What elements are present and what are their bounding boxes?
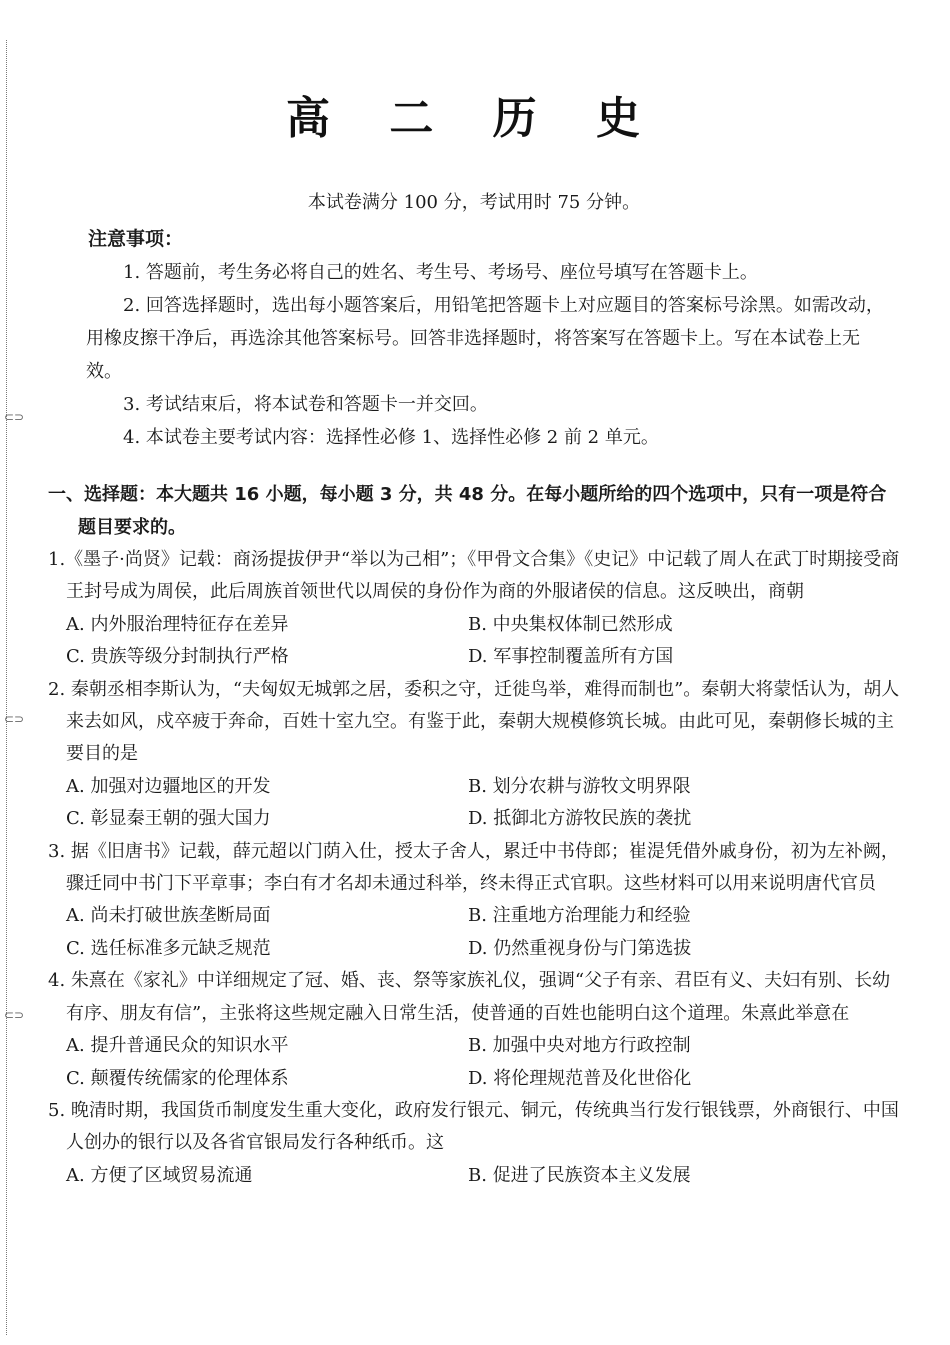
options bbox=[48, 609, 900, 674]
option-b: B. 促进了民族资本主义发展 bbox=[468, 1164, 691, 1186]
question-1 bbox=[48, 544, 900, 674]
option-c: C. 选任标准多元缺乏规范 bbox=[66, 937, 271, 959]
question-4 bbox=[48, 965, 900, 1095]
exam-intro: 本试卷满分 100 分，考试用时 75 分钟。 bbox=[307, 192, 641, 213]
exam-title: 高 二 历 史 bbox=[286, 93, 662, 144]
question-stem: 2. 秦朝丞相李斯认为，“夫匈奴无城郭之居，委积之守，迁徙鸟举，难得而制也”。秦朝大将蒙恬认为，胡人来去如风，戍卒疲于奔命，百姓十室九空。有鉴于此，秦朝大规模修筑长城。由此可见，秦朝修长城的主要目的是 bbox=[48, 678, 900, 765]
option-a: A. 尚未打破世族垄断局面 bbox=[66, 905, 271, 927]
option-d: D. 抵御北方游牧民族的袭扰 bbox=[468, 808, 692, 830]
option-c: C. 颠覆传统儒家的伦理体系 bbox=[66, 1067, 289, 1089]
margin-mark: ⊂⊃ bbox=[4, 410, 25, 424]
option-d: D. 将伦理规范普及化世俗化 bbox=[468, 1067, 692, 1089]
option-b: B. 划分农耕与游牧文明界限 bbox=[468, 775, 691, 797]
option-c: C. 贵族等级分封制执行严格 bbox=[66, 646, 289, 668]
question-stem: 4. 朱熹在《家礼》中详细规定了冠、婚、丧、祭等家族礼仪，强调“父子有亲、君臣有义、夫妇有别、长幼有序、朋友有信”，主张将这些规定融入日常生活，使普通的百姓也能明白这个道理。朱熹此举意在 bbox=[48, 970, 891, 1024]
options bbox=[48, 1030, 900, 1095]
option-a: A. 提升普通民众的知识水平 bbox=[66, 1035, 289, 1057]
section-heading: 一、选择题：本大题共 16 小题，每小题 3 分，共 48 分。在每小题所给的四个选项中，只有一项是符合题目要求的。 bbox=[48, 484, 887, 538]
notice-item: 4. 本试卷主要考试内容：选择性必修 1、选择性必修 2 前 2 单元。 bbox=[123, 427, 659, 448]
option-b: B. 加强中央对地方行政控制 bbox=[468, 1035, 691, 1057]
option-a: A. 内外服治理特征存在差异 bbox=[66, 613, 289, 635]
margin-mark: ⊂⊃ bbox=[4, 712, 25, 726]
question-stem: 5. 晚清时期，我国货币制度发生重大变化，政府发行银元、铜元，传统典当行发行银钱票，外商银行、中国人创办的银行以及各省官银局发行各种纸币。这 bbox=[48, 1099, 899, 1154]
notice-heading: 注意事项： bbox=[88, 228, 184, 250]
notice-item: 2. 回答选择题时，选出每小题答案后，用铅笔把答题卡上对应题目的答案标号涂黑。如需改动，用橡皮擦干净后，再选涂其他答案标号。回答非选择题时，将答案写在答题卡上。写在本试卷上无效。 bbox=[86, 295, 884, 382]
option-b: B. 注重地方治理能力和经验 bbox=[468, 905, 691, 927]
question-3 bbox=[48, 836, 900, 966]
notice-item: 3. 考试结束后，将本试卷和答题卡一并交回。 bbox=[123, 394, 488, 415]
binding-dotted-line bbox=[6, 40, 7, 1335]
question-list bbox=[48, 544, 900, 1192]
options bbox=[48, 771, 900, 836]
notice-item: 1. 答题前，考生务必将自己的姓名、考生号、考场号、座位号填写在答题卡上。 bbox=[123, 262, 758, 283]
exam-page bbox=[48, 0, 900, 1345]
option-a: A. 加强对边疆地区的开发 bbox=[66, 775, 271, 797]
option-d: D. 仍然重视身份与门第选拔 bbox=[468, 937, 692, 959]
question-5 bbox=[48, 1095, 900, 1192]
option-b: B. 中央集权体制已然形成 bbox=[468, 613, 673, 635]
margin-mark: ⊂⊃ bbox=[4, 1008, 25, 1022]
question-stem: 1.《墨子·尚贤》记载：商汤提拔伊尹“举以为己相”；《甲骨文合集》《史记》中记载了周人在武丁时期接受商王封号成为周侯，此后周族首领世代以周侯的身份作为商的外服诸侯的信息。这反映出，商朝 bbox=[48, 549, 900, 603]
option-c: C. 彰显秦王朝的强大国力 bbox=[66, 808, 271, 830]
option-d: D. 军事控制覆盖所有方国 bbox=[468, 646, 674, 668]
notice-list bbox=[86, 256, 886, 454]
option-a: A. 方便了区域贸易流通 bbox=[66, 1164, 253, 1186]
options bbox=[48, 1160, 900, 1192]
question-2 bbox=[48, 674, 900, 836]
options bbox=[48, 900, 900, 965]
question-stem: 3. 据《旧唐书》记载，薛元超以门荫入仕，授太子舍人，累迁中书侍郎；崔湜凭借外戚身份，初为左补阙，骤迁同中书门下平章事；李白有才名却未通过科举，终未得正式官职。这些材料可以用来说明唐代官员 bbox=[48, 840, 899, 895]
